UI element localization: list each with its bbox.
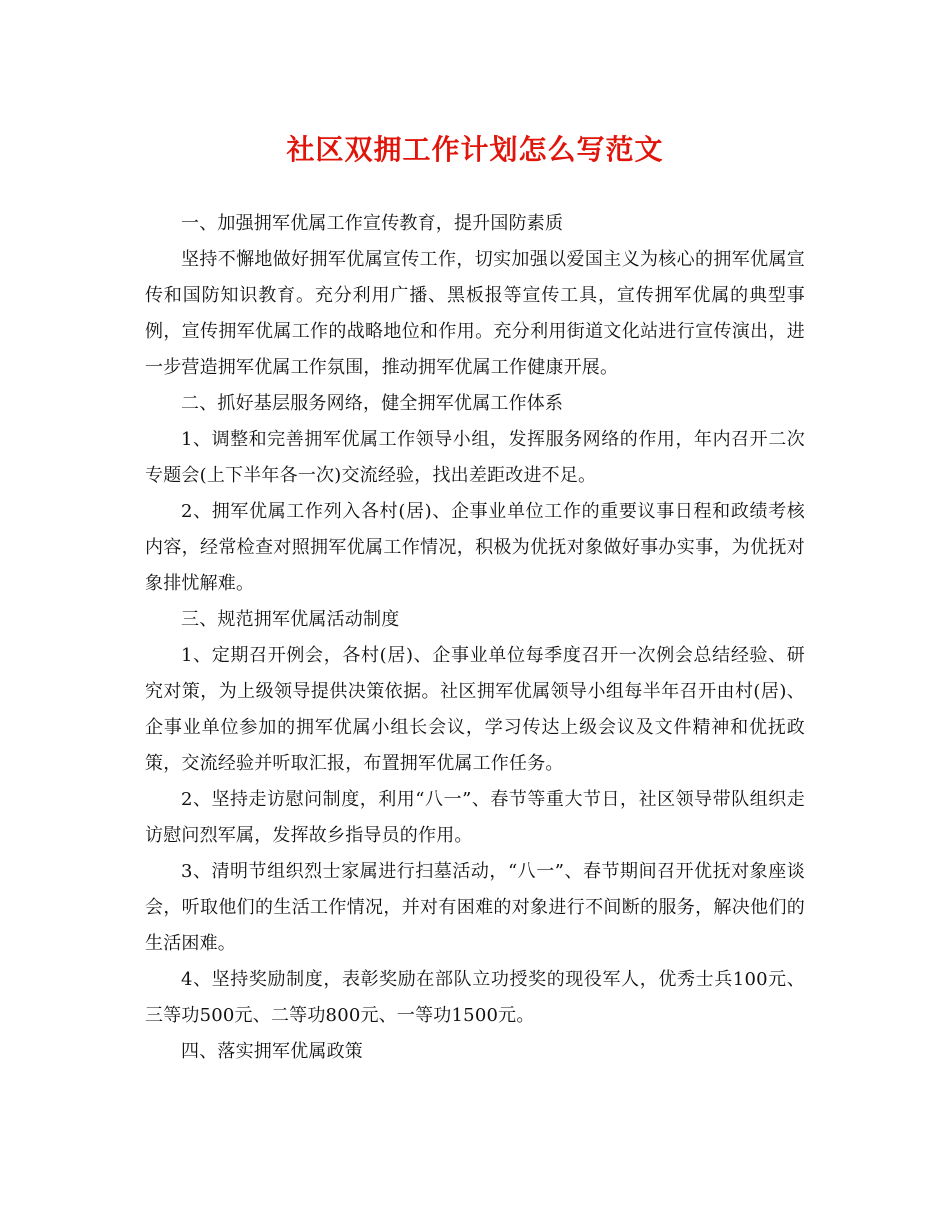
- section-heading-4: 四、落实拥军优属政策: [181, 1041, 363, 1062]
- paragraph: 2、坚持走访慰问制度，利用“八一”、春节等重大节日，社区领导带队组织走访慰问烈军属，发挥故乡指导员的作用。: [145, 789, 805, 846]
- section-heading-1: 一、加强拥军优属工作宣传教育，提升国防素质: [181, 213, 564, 234]
- section-heading-2: 二、抓好基层服务网络，健全拥军优属工作体系: [181, 393, 564, 414]
- document-title: 社区双拥工作计划怎么写范文: [286, 133, 664, 166]
- paragraph: 3、清明节组织烈士家属进行扫墓活动，“八一”、春节期间召开优抚对象座谈会，听取他们的生活工作情况，并对有困难的对象进行不间断的服务，解决他们的生活困难。: [145, 861, 805, 954]
- paragraph: 坚持不懈地做好拥军优属宣传工作，切实加强以爱国主义为核心的拥军优属宣传和国防知识教育。充分利用广播、黑板报等宣传工具，宣传拥军优属的典型事例，宣传拥军优属工作的战略地位和作用。充分利用街道文化站进行宣传演出，进一步营造拥军优属工作氛围，推动拥军优属工作健康开展。: [145, 249, 805, 378]
- paragraph: 1、调整和完善拥军优属工作领导小组，发挥服务网络的作用，年内召开二次专题会(上下半年各一次)交流经验，找出差距改进不足。: [145, 429, 805, 486]
- section-heading-3: 三、规范拥军优属活动制度: [181, 609, 400, 630]
- paragraph: 2、拥军优属工作列入各村(居)、企事业单位工作的重要议事日程和政绩考核内容，经常检查对照拥军优属工作情况，积极为优抚对象做好事办实事，为优抚对象排忧解难。: [145, 501, 805, 594]
- document-body: [145, 206, 805, 1070]
- paragraph: 4、坚持奖励制度，表彰奖励在部队立功授奖的现役军人，优秀士兵100元、三等功500元、二等功800元、一等功1500元。: [145, 969, 805, 1026]
- paragraph: 1、定期召开例会，各村(居)、企事业单位每季度召开一次例会总结经验、研究对策，为上级领导提供决策依据。社区拥军优属领导小组每半年召开由村(居)、企事业单位参加的拥军优属小组长会议，学习传达上级会议及文件精神和优抚政策，交流经验并听取汇报，布置拥军优属工作任务。: [145, 645, 805, 774]
